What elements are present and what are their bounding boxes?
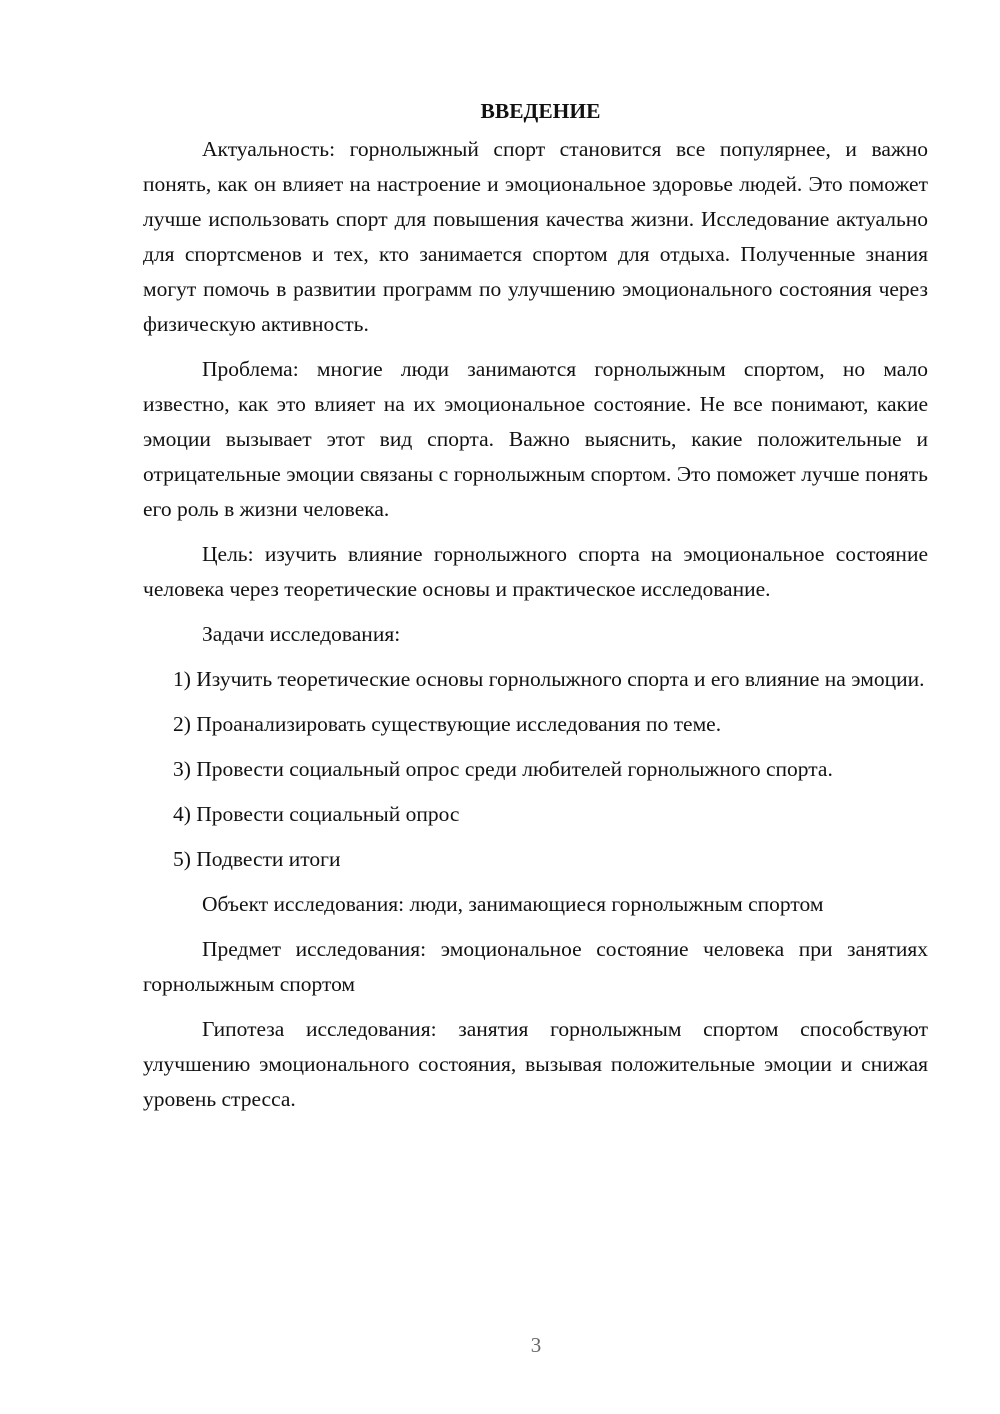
task-item-4: 4) Провести социальный опрос bbox=[173, 802, 460, 826]
hypothesis-paragraph: Гипотеза исследования: занятия горнолыжным спортом способствуют улучшению эмоционального состояния, вызывая положительные эмоции и снижая уровень стресса. bbox=[143, 1017, 928, 1111]
document-page bbox=[143, 96, 928, 1127]
problem-paragraph: Проблема: многие люди занимаются горнолыжным спортом, но мало известно, как это влияет на их эмоциональное состояние. Не все понимают, какие эмоции вызывает этот вид спорта. Важно выяснить, какие положительные и отрицательные эмоции связаны с горнолыжным спортом. Это поможет лучше понять его роль в жизни человека. bbox=[143, 357, 928, 521]
tasks-title: Задачи исследования: bbox=[202, 622, 401, 646]
task-item-1: 1) Изучить теоретические основы горнолыжного спорта и его влияние на эмоции. bbox=[173, 667, 925, 691]
task-item-2: 2) Проанализировать существующие исследования по теме. bbox=[173, 712, 722, 736]
relevance-paragraph: Актуальность: горнолыжный спорт становится все популярнее, и важно понять, как он влияет на настроение и эмоциональное здоровье людей. Это поможет лучше использовать спорт для повышения качества жизни. Исследование актуально для спортсменов и тех, кто занимается спортом для отдыха. Полученные знания могут помочь в развитии программ по улучшению эмоционального состояния через физическую активность. bbox=[143, 137, 928, 336]
subject-paragraph: Предмет исследования: эмоциональное состояние человека при занятиях горнолыжным спортом bbox=[143, 937, 928, 996]
goal-paragraph: Цель: изучить влияние горнолыжного спорта на эмоциональное состояние человека через теоретические основы и практическое исследование. bbox=[143, 542, 928, 601]
object-paragraph: Объект исследования: люди, занимающиеся горнолыжным спортом bbox=[202, 892, 824, 916]
task-item-3: 3) Провести социальный опрос среди любителей горнолыжного спорта. bbox=[173, 757, 833, 781]
task-item-5: 5) Подвести итоги bbox=[173, 847, 341, 871]
section-heading: ВВЕДЕНИЕ bbox=[480, 99, 601, 123]
page-number: 3 bbox=[530, 1333, 542, 1357]
